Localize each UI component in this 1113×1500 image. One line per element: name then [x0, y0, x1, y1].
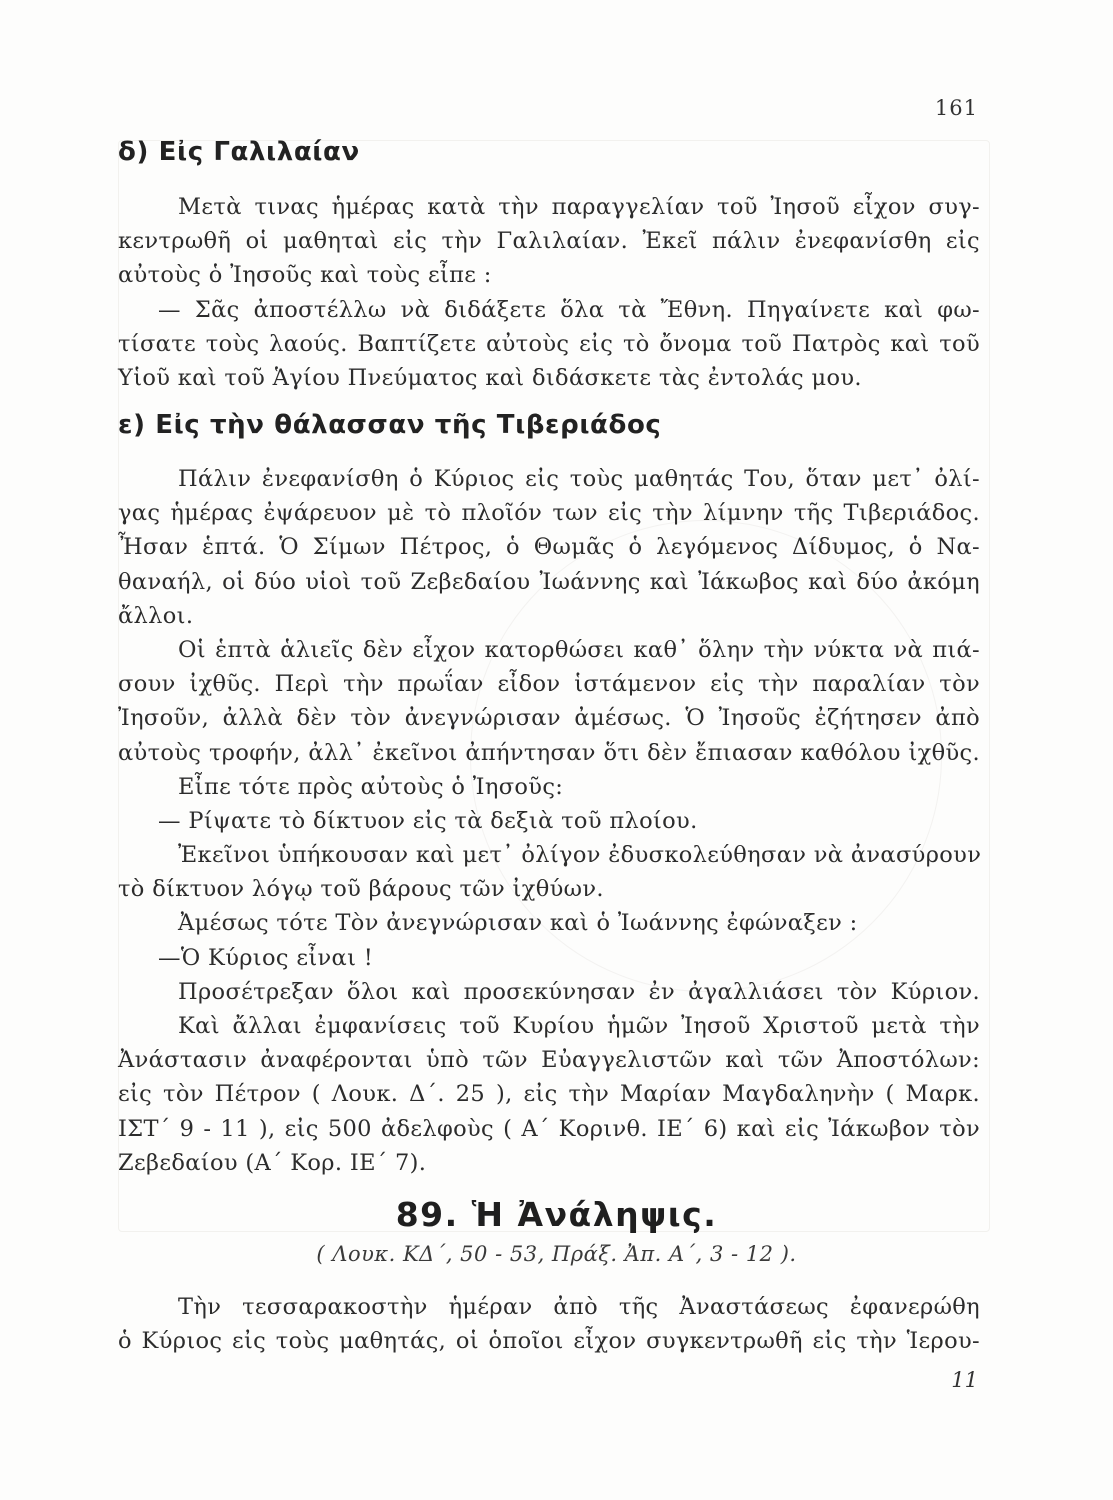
text-line: Ἦσαν ἑπτά. Ὁ Σίμων Πέτρος, ὁ Θωμᾶς ὁ λεγόμενος Δίδυμος, ὁ Να- — [118, 534, 980, 561]
section-heading-tiberias: ε) Εἰς τὴν θάλασσαν τῆς Τιβεριάδος — [118, 410, 662, 440]
paragraph-galilee — [118, 190, 980, 395]
text-line: Προσέτρεξαν ὅλοι καὶ προσεκύνησαν ἐν ἀγαλλιάσει τὸν Κύριον. — [178, 978, 980, 1005]
text-line: Μετὰ τινας ἡμέρας κατὰ τὴν παραγγελίαν τοῦ Ἰησοῦ εἶχον συγ- — [178, 194, 980, 220]
page-number: 161 — [934, 96, 978, 120]
text-line: Ἰησοῦν, ἀλλὰ δὲν τὸν ἀνεγνώρισαν ἀμέσως. Ὁ Ἰησοῦς ἐζήτησεν ἀπὸ — [118, 705, 980, 732]
text-line: Εἶπε τότε πρὸς αὐτοὺς ὁ Ἰησοῦς: — [178, 773, 564, 800]
text-line: αὐτοὺς τροφήν, ἀλλ᾽ ἐκεῖνοι ἀπήντησαν ὅτι δὲν ἔπιασαν καθόλου ἰχθῦς. — [118, 739, 980, 766]
text-line: Ἀνάστασιν ἀναφέρονται ὑπὸ τῶν Εὐαγγελιστῶν καὶ τῶν Ἀποστόλων: — [118, 1047, 980, 1074]
text-line: αὐτοὺς ὁ Ἰησοῦς καὶ τοὺς εἶπε : — [118, 262, 492, 289]
text-line: τίσατε τοὺς λαούς. Βαπτίζετε αὐτοὺς εἰς τὸ ὄνομα τοῦ Πατρὸς καὶ τοῦ — [118, 330, 980, 357]
text-line: κεντρωθῆ οἱ μαθηταὶ εἰς τὴν Γαλιλαίαν. Ἐκεῖ πάλιν ἐνεφανίσθη εἰς — [118, 228, 980, 255]
text-line: Καὶ ἄλλαι ἐμφανίσεις τοῦ Κυρίου ἡμῶν Ἰησοῦ Χριστοῦ μετὰ τὴν — [178, 1013, 980, 1039]
text-line: θαναήλ, οἱ δύο υἱοὶ τοῦ Ζεβεδαίου Ἰωάννης καὶ Ἰάκωβος καὶ δύο ἀκόμη — [118, 568, 980, 595]
chapter-reference: ( Λουκ. ΚΔ΄, 50 - 53, Πράξ. Ἀπ. Α΄, 3 - 12 ). — [316, 1242, 797, 1266]
text-line: Ἐκεῖνοι ὑπήκουσαν καὶ μετ᾽ ὀλίγον ἐδυσκολεύθησαν νὰ ἀνασύρουν — [178, 842, 982, 869]
text-line: ἄλλοι. — [118, 602, 194, 629]
text-line: Ζεβεδαίου (Α΄ Κορ. ΙΕ΄ 7). — [118, 1149, 427, 1176]
text-line: σουν ἰχθῦς. Περὶ τὴν πρωΐαν εἶδον ἱστάμενον εἰς τὴν παραλίαν τὸν — [118, 671, 980, 698]
text-line: Πάλιν ἐνεφανίσθη ὁ Κύριος εἰς τοὺς μαθητάς Του, ὅταν μετ᾽ ὀλί- — [178, 466, 980, 492]
text-line: — Ρίψατε τὸ δίκτυον εἰς τὰ δεξιὰ τοῦ πλοίου. — [158, 807, 698, 834]
text-line: —Ὁ Κύριος εἶναι ! — [158, 944, 374, 971]
text-line: ὁ Κύριος εἰς τοὺς μαθητάς, οἱ ὁποῖοι εἶχον συγκεντρωθῆ εἰς τὴν Ἱερου- — [118, 1328, 980, 1355]
text-line: γας ἡμέρας ἐψάρευον μὲ τὸ πλοῖόν των εἰς τὴν λίμνην τῆς Τιβεριάδος. — [118, 500, 980, 527]
text-line: Ἀμέσως τότε Τὸν ἀνεγνώρισαν καὶ ὁ Ἰωάννης ἐφώναξεν : — [178, 910, 858, 937]
text-line: τὸ δίκτυον λόγῳ τοῦ βάρους τῶν ἰχθύων. — [118, 876, 604, 903]
paragraph-tiberias — [118, 462, 980, 1180]
text-line: ΙΣΤ΄ 9 - 11 ), εἰς 500 ἀδελφοὺς ( Α΄ Κορινθ. ΙΕ΄ 6) καὶ εἰς Ἰάκωβον τὸν — [118, 1115, 980, 1142]
section-heading-galilee: δ) Εἰς Γαλιλαίαν — [118, 137, 360, 167]
text-line: εἰς τὸν Πέτρον ( Λουκ. Δ΄. 25 ), εἰς τὴν Μαρίαν Μαγδαληνὴν ( Μαρκ. — [118, 1081, 980, 1108]
signature-mark: 11 — [951, 1368, 978, 1392]
text-line: Τὴν τεσσαρακοστὴν ἡμέραν ἀπὸ τῆς Ἀναστάσεως ἐφανερώθη — [178, 1294, 980, 1320]
text-line: Υἱοῦ καὶ τοῦ Ἁγίου Πνεύματος καὶ διδάσκετε τὰς ἐντολάς μου. — [118, 364, 862, 391]
text-line: — Σᾶς ἀποστέλλω νὰ διδάξετε ὅλα τὰ Ἔθνη. Πηγαίνετε καὶ φω- — [158, 296, 980, 323]
chapter-title: 89. Ἡ Ἀνάληψις. — [395, 1195, 718, 1234]
text-line: Οἱ ἑπτὰ ἁλιεῖς δὲν εἶχον κατορθώσει καθ᾽ ὅλην τὴν νύκτα νὰ πιά- — [178, 636, 980, 663]
paragraph-ascension — [118, 1290, 980, 1358]
